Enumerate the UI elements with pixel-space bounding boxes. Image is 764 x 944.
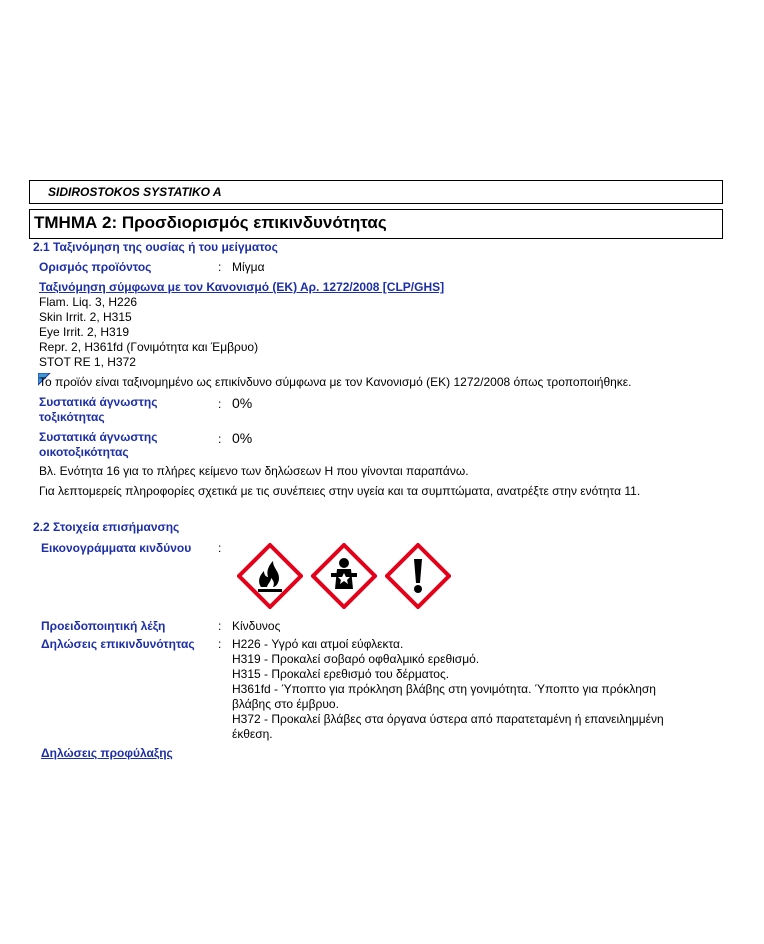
hazard-statement: H361fd - Ύποπτο για πρόκληση βλάβης στη γονιμότητα. Ύποπτο για πρόκληση <box>232 682 656 696</box>
colon: : <box>218 619 222 633</box>
section16-note: Βλ. Ενότητα 16 για το πλήρες κείμενο των δηλώσεων Η που γίνονται παραπάνω. <box>39 464 469 478</box>
hazard-statements-label: Δηλώσεις επικινδυνότητας <box>41 637 195 651</box>
unknown-ecotoxicity-label: Συστατικά άγνωστης οικοτοξικότητας <box>39 430 158 459</box>
hazard-statement: H315 - Προκαλεί ερεθισμό του δέρματος. <box>232 667 450 681</box>
signal-word-label: Προειδοποιητική λέξη <box>41 619 166 633</box>
classification-list <box>39 295 258 370</box>
colon: : <box>218 260 222 274</box>
section-title-box <box>29 209 723 239</box>
exclamation-mark-icon <box>385 543 451 609</box>
signal-word-value: Κίνδυνος <box>232 619 281 633</box>
flame-icon <box>237 543 303 609</box>
hazard-statement: έκθεση. <box>232 727 273 741</box>
unknown-toxicity-value: 0% <box>232 395 253 411</box>
classified-note: Το προϊόν είναι ταξινομημένο ως επικίνδυνο σύμφωνα με τον Κανονισμό (ΕΚ) 1272/2008 όπως τροποποιήθηκε. <box>39 375 632 389</box>
product-name-box <box>29 180 723 204</box>
product-name: SIDIROSTOKOS SYSTATIKO A <box>48 185 222 199</box>
colon: : <box>218 637 222 651</box>
colon: : <box>218 541 222 555</box>
product-definition-label: Ορισμός προϊόντος <box>39 260 152 274</box>
colon: : <box>218 397 222 411</box>
unknown-toxicity-label: Συστατικά άγνωστης τοξικότητας <box>39 395 158 424</box>
section-title: ΤΜΗΜΑ 2: Προσδιορισμός επικινδυνότητας <box>34 213 387 232</box>
hazard-statement: βλάβης στο έμβρυο. <box>232 697 339 711</box>
section11-note: Για λεπτομερείς πληροφορίες σχετικά με τις συνέπειες στην υγεία και τα συμπτώματα, ανατρέξτε στην ενότητα 11. <box>39 484 641 498</box>
classification-link[interactable]: Ταξινόμηση σύμφωνα με τον Κανονισμό (ΕΚ) Αρ. 1272/2008 [CLP/GHS] <box>39 280 445 294</box>
classification-item: STOT RE 1, H372 <box>39 355 136 369</box>
classification-item: Repr. 2, H361fd (Γονιμότητα και Έμβρυο) <box>39 340 259 354</box>
hazard-statement: H372 - Προκαλεί βλάβες στα όργανα ύστερα από παρατεταμένη ή επανειλημμένη <box>232 712 664 726</box>
classification-item: Skin Irrit. 2, H315 <box>39 310 132 324</box>
classification-item: Flam. Liq. 3, H226 <box>39 295 138 309</box>
classification-item: Eye Irrit. 2, H319 <box>39 325 130 339</box>
unknown-ecotoxicity-value: 0% <box>232 430 253 446</box>
health-hazard-icon <box>311 543 377 609</box>
hazard-statements-list <box>232 637 712 742</box>
pictograms-label: Εικονογράμματα κινδύνου <box>41 541 192 555</box>
section-2-2-heading: 2.2 Στοιχεία επισήμανσης <box>33 520 180 534</box>
section-2-1-heading: 2.1 Ταξινόμηση της ουσίας ή του μείγματος <box>33 240 278 254</box>
hazard-statement: H319 - Προκαλεί σοβαρό οφθαλμικό ερεθισμό. <box>232 652 480 666</box>
colon: : <box>218 432 222 446</box>
precautionary-statements-link[interactable]: Δηλώσεις προφύλαξης <box>41 746 173 760</box>
product-definition-value: Μίγμα <box>232 260 265 274</box>
hazard-statement: H226 - Υγρό και ατμοί εύφλεκτα. <box>232 637 404 651</box>
